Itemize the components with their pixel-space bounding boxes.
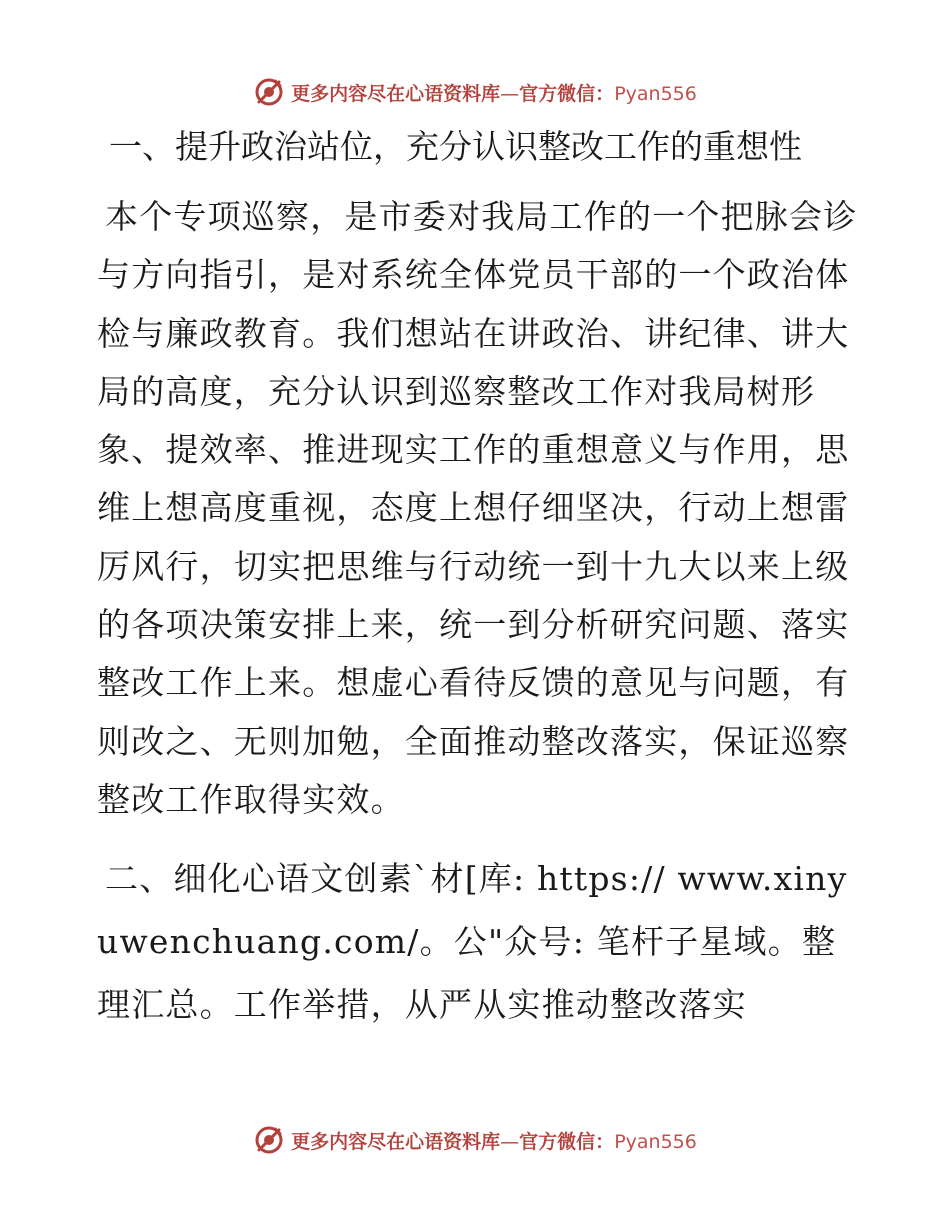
header-banner bbox=[0, 72, 950, 112]
brand-logo-icon bbox=[253, 1124, 285, 1156]
banner-text: 更多内容尽在心语资料库—官方微信：Pyan556 bbox=[291, 82, 697, 105]
section-heading-1: 一、提升政治站位，充分认识整改工作的重想性 bbox=[109, 127, 802, 166]
document-body bbox=[97, 118, 867, 1036]
section-paragraph-1: 本个专项巡察，是市委对我局工作的一个把脉会诊与方向指引，是对系统全体党员干部的一个政治体检与廉政教育。我们想站在讲政治、讲纪律、讲大局的高度，充分认识到巡察整改工作对我局树形象、提效率、推进现实工作的重想意义与作用，思维上想高度重视，态度上想仔细坚决，行动上想雷厉风行，切实把思维与行动统一到十九大以来上级的各项决策安排上来，统一到分析研究问题、落实整改工作上来。想虚心看待反馈的意见与问题，有则改之、无则加勉，全面推动整改落实，保证巡察整改工作取得实效。 bbox=[97, 197, 858, 819]
banner-text: 更多内容尽在心语资料库—官方微信：Pyan556 bbox=[291, 1130, 697, 1153]
brand-logo-icon bbox=[253, 76, 285, 108]
section-heading-2: 二、细化心语文创素`材[库: https:// www.xinyuwenchuang.com/。公"众号: 笔杆子星域。整理汇总。工作举措，从严从实推动整改落实 bbox=[97, 859, 848, 1025]
footer-banner bbox=[0, 1120, 950, 1160]
